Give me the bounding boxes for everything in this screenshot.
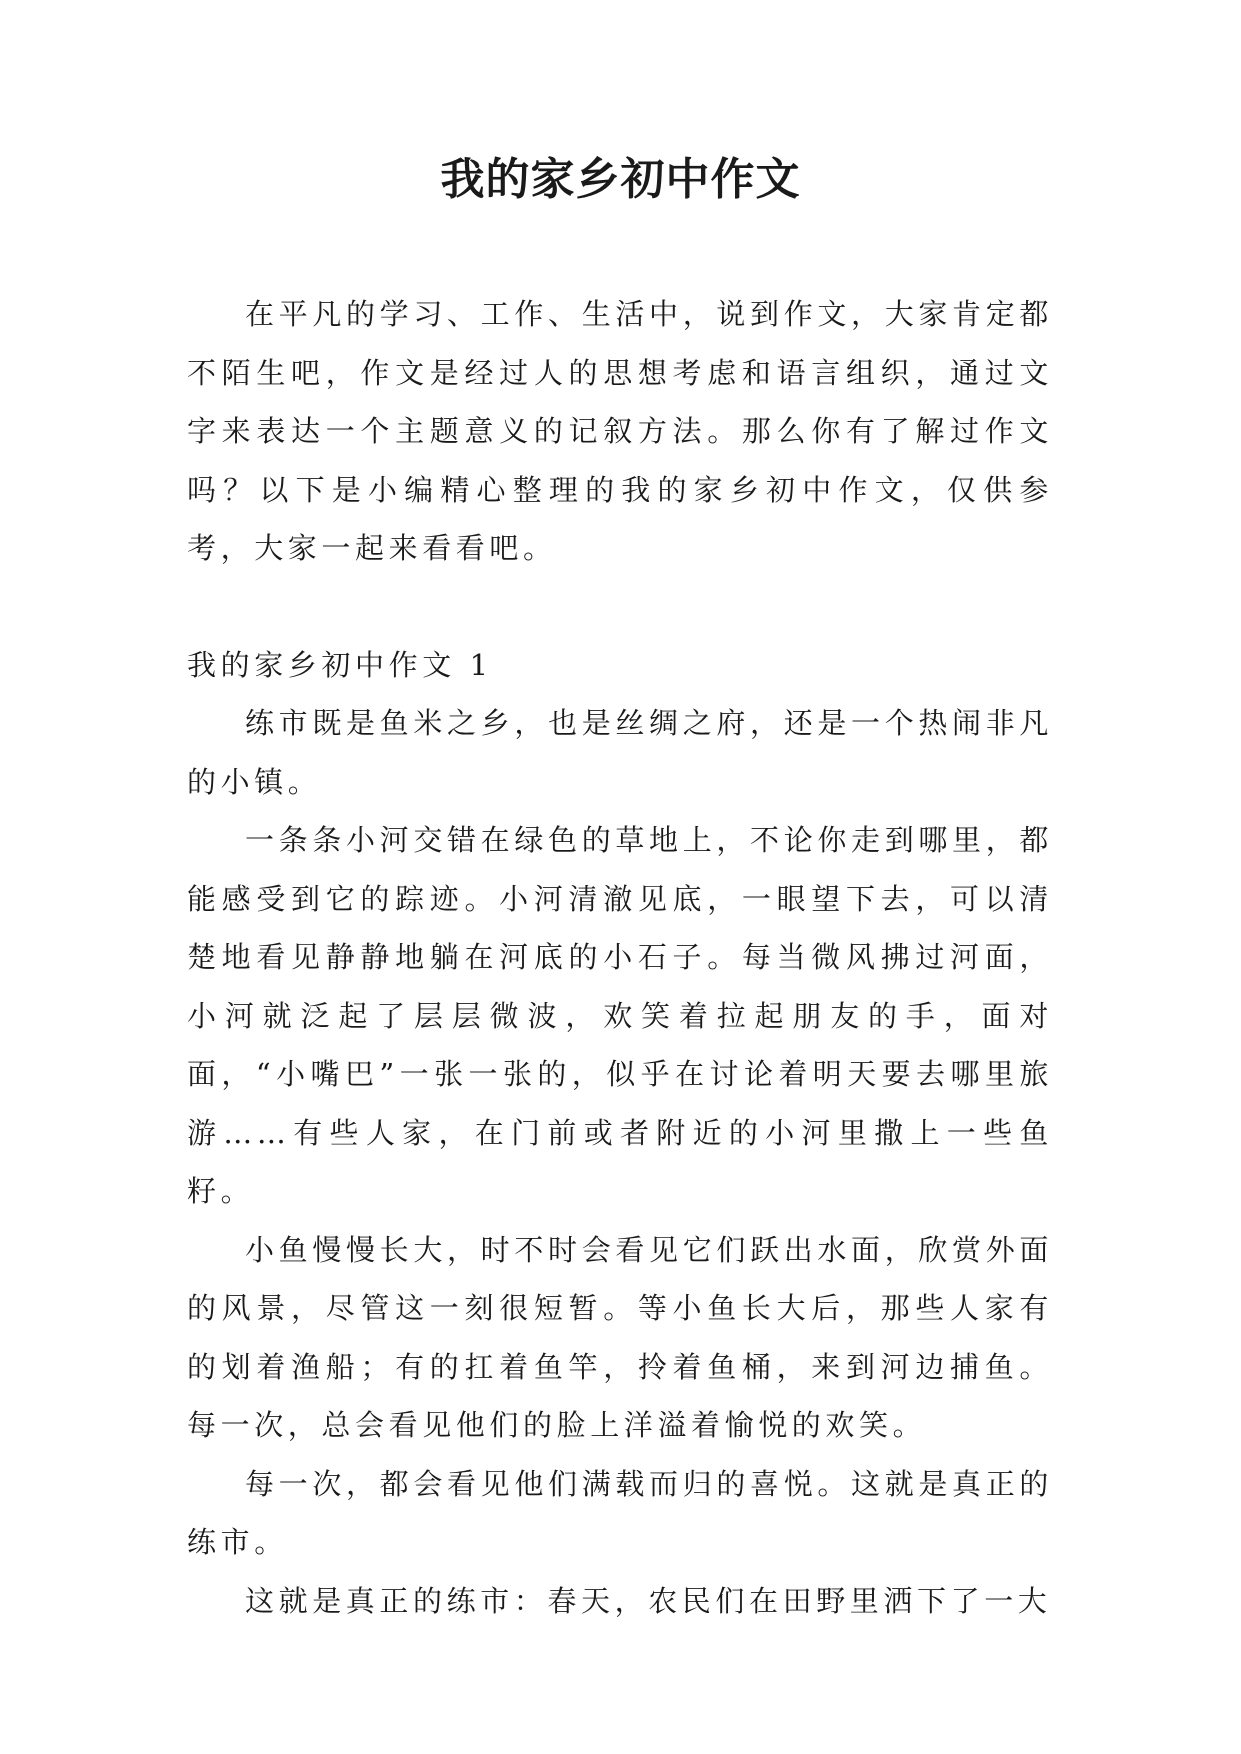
document-body xyxy=(187,285,1053,1630)
body-paragraph: 这就是真正的练市：春天，农民们在田野里洒下了一大 xyxy=(245,1583,1052,1618)
document-title: 我的家乡初中作文 xyxy=(440,154,801,205)
body-paragraph: 一条条小河交错在绿色的草地上，不论你走到哪里，都能感受到它的踪迹。小河清澈见底，一眼望下去，可以清楚地看见静静地躺在河底的小石子。每当微风拂过河面，小河就泛起了层层微波，欢笑着拉起朋友的手，面对面，“小嘴巴”一张一张的，似乎在讨论着明天要去哪里旅游……有些人家，在门前或者附近的小河里撒上一些鱼籽。 xyxy=(187,823,1053,1208)
section-heading: 我的家乡初中作文 1 xyxy=(187,647,493,682)
body-paragraph: 每一次，都会看见他们满载而归的喜悦。这就是真正的练市。 xyxy=(187,1466,1053,1559)
body-paragraph: 练市既是鱼米之乡，也是丝绸之府，还是一个热闹非凡的小镇。 xyxy=(187,706,1053,799)
body-paragraph: 小鱼慢慢长大，时不时会看见它们跃出水面，欣赏外面的风景，尽管这一刻很短暂。等小鱼长大后，那些人家有的划着渔船；有的扛着鱼竿，拎着鱼桶，来到河边捕鱼。每一次，总会看见他们的脸上洋溢着愉悦的欢笑。 xyxy=(187,1232,1053,1442)
intro-paragraph: 在平凡的学习、工作、生活中，说到作文，大家肯定都不陌生吧，作文是经过人的思想考虑和语言组织，通过文字来表达一个主题意义的记叙方法。那么你有了解过作文吗？以下是小编精心整理的我的家乡初中作文，仅供参考，大家一起来看看吧。 xyxy=(187,297,1053,565)
